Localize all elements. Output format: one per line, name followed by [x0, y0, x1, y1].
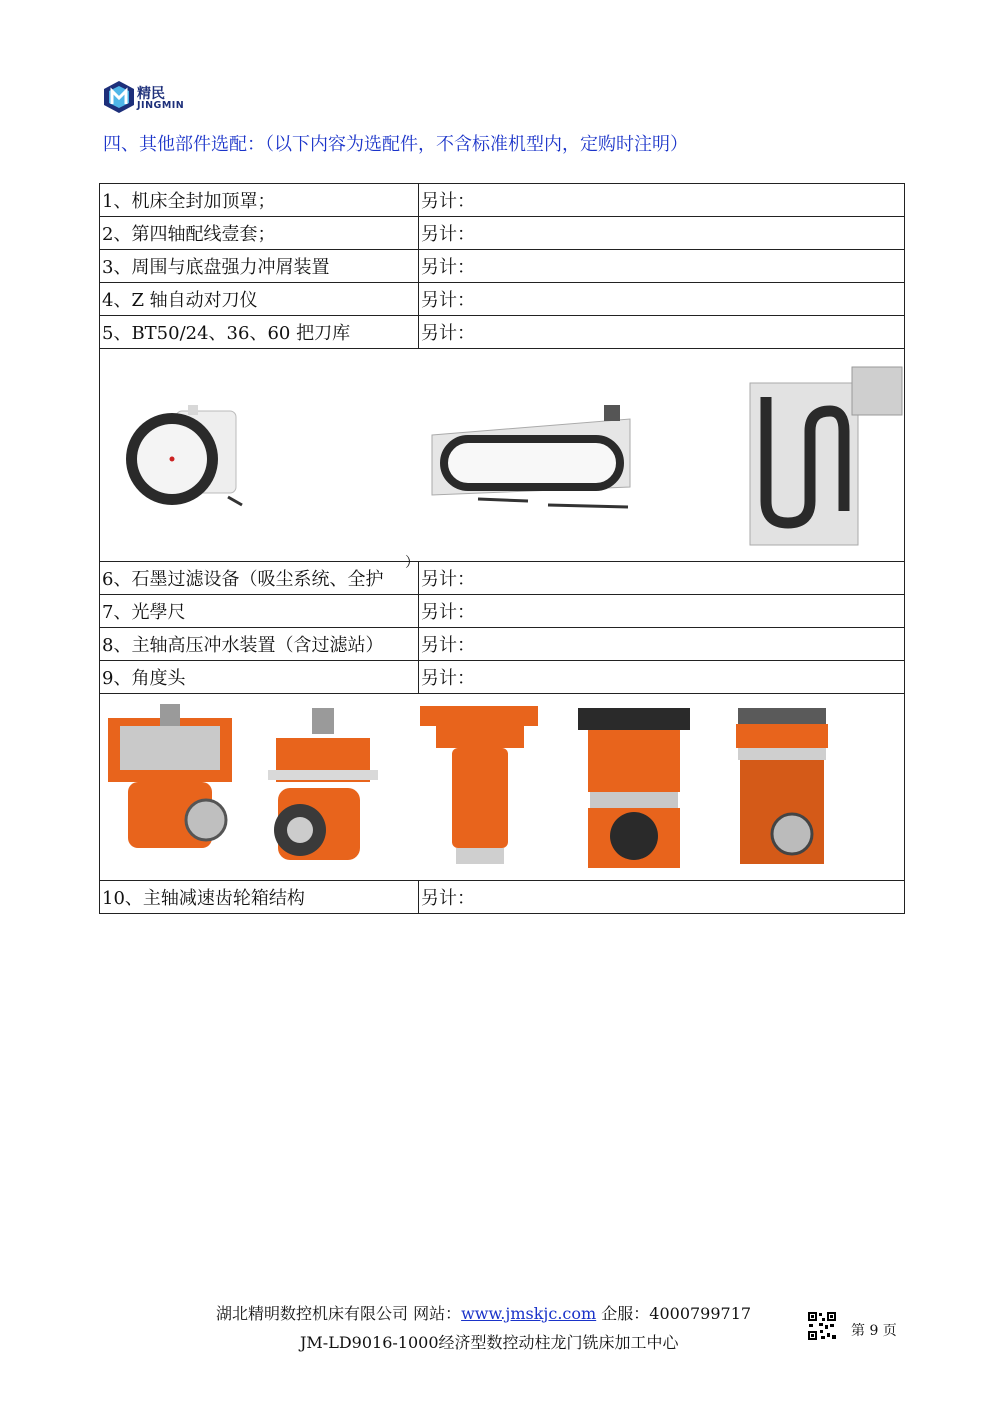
- angle-head-image-2: [256, 708, 390, 868]
- overflow-paren: ）: [405, 555, 419, 571]
- price-cell: 另计：: [419, 661, 905, 694]
- angle-head-image-4: [578, 702, 690, 874]
- page-number: 第 9 页: [851, 1323, 897, 1339]
- footer-company: 湖北精明数控机床有限公司 网站：: [216, 1304, 462, 1323]
- tool-magazine-images-row: [100, 349, 905, 562]
- price-cell: 另计：: [419, 595, 905, 628]
- price-cell: 另计：: [419, 217, 905, 250]
- item-cell: 9、角度头: [100, 661, 419, 694]
- tool-magazine-images: [100, 349, 905, 562]
- table-row: [100, 595, 905, 628]
- price-cell: 另计：: [419, 250, 905, 283]
- item-cell: 1、机床全封加顶罩；: [100, 184, 419, 217]
- jingmin-logo-icon: [103, 80, 135, 114]
- item-cell: 10、主轴减速齿轮箱结构: [100, 881, 419, 914]
- angle-head-images-row: [100, 694, 905, 881]
- angle-head-images: [100, 694, 905, 881]
- disc-tool-magazine-image: [118, 401, 246, 511]
- item-cell: 3、周围与底盘强力冲屑装置: [100, 250, 419, 283]
- item-cell: 6、石墨过滤设备（吸尘系统、全护: [100, 562, 419, 595]
- table-row: [100, 316, 905, 349]
- footer-service: 企服：4000799717: [596, 1304, 752, 1323]
- options-table: [99, 183, 905, 914]
- table-row: [100, 562, 905, 595]
- price-cell: 另计：: [419, 881, 905, 914]
- footer-company-line: [216, 1301, 751, 1324]
- item-cell: 4、Z 轴自动对刀仪: [100, 283, 419, 316]
- table-row: [100, 881, 905, 914]
- website-link[interactable]: www.jmskjc.com: [461, 1304, 597, 1323]
- chain-tool-magazine-image: [418, 401, 640, 511]
- logo-text-cn: 精民: [137, 86, 165, 102]
- price-cell: 另计：: [419, 562, 905, 595]
- price-cell: 另计：: [419, 628, 905, 661]
- table-row: [100, 250, 905, 283]
- item-cell: 2、第四轴配线壹套；: [100, 217, 419, 250]
- serpentine-tool-magazine-image: [744, 361, 904, 551]
- table-row: [100, 661, 905, 694]
- angle-head-image-5: [732, 702, 832, 874]
- table-row: [100, 628, 905, 661]
- logo-text-en: JINGMIN: [137, 100, 185, 111]
- section-title: 四、其他部件选配：（以下内容为选配件，不含标准机型内，定购时注明）: [103, 134, 688, 155]
- item-cell: 5、BT50/24、36、60 把刀库: [100, 316, 419, 349]
- price-cell: 另计：: [419, 184, 905, 217]
- angle-head-image-1: [102, 702, 240, 872]
- qr-code-icon: [807, 1311, 837, 1341]
- item-cell: 8、主轴高压冲水装置（含过滤站）: [100, 628, 419, 661]
- table-row: [100, 184, 905, 217]
- angle-head-image-3: [418, 700, 542, 872]
- company-logo: [103, 80, 193, 116]
- price-cell: 另计：: [419, 316, 905, 349]
- price-cell: 另计：: [419, 283, 905, 316]
- table-row: [100, 217, 905, 250]
- table-row: [100, 283, 905, 316]
- item-cell: 7、光學尺: [100, 595, 419, 628]
- footer-model: JM-LD9016-1000经济型数控动柱龙门铣床加工中心: [300, 1333, 679, 1352]
